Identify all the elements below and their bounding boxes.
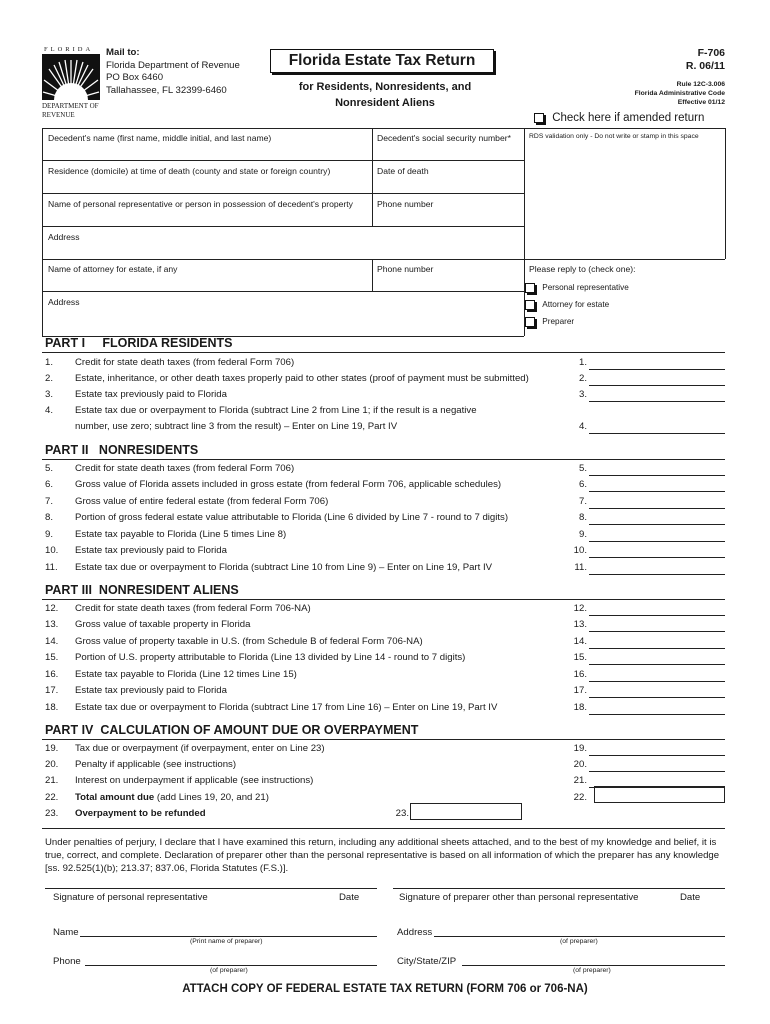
line-description: Portion of U.S. property attributable to Florida (Line 13 divided by Line 14 - round to 7 digits) [75,652,466,663]
line-number: 23. [45,808,59,819]
perjury-declaration: Under penalties of perjury, I declare that I have examined this return, including any additional sheets attached, and to the best of my knowledge and belief, it is true, correct, and complete. Declaration of preparer other than the personal representative is based on all information of which the preparer has any knowledge [ss. 92.525(1)(b); 213.37; 837.06, Florida Statutes (F.S.)]. [45,837,720,874]
line-20-row [45,757,725,773]
line-11-amount[interactable] [589,574,725,575]
line-description-bold: Total amount due [75,792,155,803]
line-number: 18. [45,702,59,713]
logo-text: FLORIDA [44,46,94,53]
line-description: Gross value of entire federal estate (from federal Form 706) [75,496,329,507]
line-ref: 9. [578,529,587,540]
line-description: Gross value of Florida assets included in gross estate (from federal Form 706, applicable schedules) [75,479,502,490]
line-description: Tax due or overpayment (if overpayment, enter on Line 23) [75,743,325,754]
decedent-name-field[interactable]: Decedent's name (first name, middle initial, and last name) [48,133,272,143]
form-number: F-706 [697,47,725,59]
line-8-amount[interactable] [589,524,725,525]
line-3-amount[interactable] [589,401,725,402]
attorney-phone-field[interactable]: Phone number [377,264,434,274]
rule-number: Rule 12C-3.006 [676,81,725,88]
line-12-amount[interactable] [589,615,725,616]
line-20-amount[interactable] [589,771,725,772]
line-description: Gross value of taxable property in Florida [75,619,251,630]
line-number: 22. [45,792,59,803]
line-description: Estate tax due or overpayment to Florida (subtract Line 10 from Line 9) – Enter on Line 19, Part IV [75,562,493,573]
line-13-amount[interactable] [589,631,725,632]
reply-option-label: Attorney for estate [542,300,610,310]
amended-label: Check here if amended return [552,112,705,124]
checkbox-icon[interactable] [525,300,535,310]
line-ref: 16. [573,669,587,680]
city-state-zip-label: City/State/ZIP [397,956,457,967]
sig-preparer-label: Signature of preparer other than personal representative [399,892,639,903]
line-number: 19. [45,743,59,754]
line-description: Credit for state death taxes (from federal Form 706-NA) [75,603,311,614]
line-number: 16. [45,669,59,680]
line-7-row [45,494,725,510]
personal-rep-field[interactable]: Name of personal representative or person in possession of decedent's property [48,199,353,209]
of-preparer-note: (of preparer) [210,967,248,974]
line-description: Gross value of property taxable in U.S. (from Schedule B of federal Form 706-NA) [75,636,423,647]
mail-to-line: Tallahassee, FL 32399-6460 [106,84,227,96]
mail-to-line: PO Box 6460 [106,72,164,83]
phone-label: Phone [53,956,81,967]
name-line[interactable] [80,936,377,937]
line-ref: 10. [573,545,587,556]
reply-to-label: Please reply to (check one): [529,264,636,274]
date-of-death-field[interactable]: Date of death [377,166,429,176]
line-18-amount[interactable] [589,714,725,715]
line-8-row [45,510,725,526]
phone-number-field[interactable]: Phone number [377,199,434,209]
line-10-amount[interactable] [589,557,725,558]
form-title [270,49,494,73]
line-18-row [45,700,725,716]
effective-date: Effective 01/12 [677,99,725,106]
attorney-address-field[interactable]: Address [48,297,80,307]
line-description: Credit for state death taxes (from federal Form 706) [75,463,295,474]
line-description [75,808,206,819]
mail-to-block [106,47,240,97]
line-19-amount[interactable] [589,755,725,756]
line-ref: 19. [573,743,587,754]
line-description: Interest on underpayment if applicable (see instructions) [75,775,314,786]
reply-option-preparer[interactable] [525,317,574,327]
part-i-title: PART I FLORIDA RESIDENTS [45,336,233,350]
attorney-field[interactable]: Name of attorney for estate, if any [48,264,178,274]
sig-rep-label: Signature of personal representative [53,892,208,903]
line-10-row [45,543,725,559]
line-4-row [45,403,725,435]
form-id-block [565,47,725,107]
line-number: 21. [45,775,59,786]
line-ref: 21. [573,775,587,786]
dor-logo [42,46,100,121]
reply-option-label: Personal representative [542,283,629,293]
line-ref: 18. [573,702,587,713]
line-ref: 11. [574,562,587,573]
decedent-ssn-field[interactable]: Decedent's social security number* [377,133,511,143]
line-13-row [45,617,725,633]
line-ref: 8. [578,512,587,523]
line-17-row [45,683,725,699]
part-ii-title: PART II NONRESIDENTS [45,443,199,457]
line-number: 9. [45,529,54,540]
address-label: Address [397,927,433,938]
of-preparer-note: (of preparer) [573,967,611,974]
line-description: Estate tax due or overpayment to Florida (subtract Line 2 from Line 1; if the result is a negative [75,405,477,416]
line-11-row [45,560,725,576]
mail-to-label: Mail to: [106,47,140,58]
admin-code: Florida Administrative Code [634,90,725,97]
line-12-row [45,601,725,617]
form-subtitle [270,79,500,111]
line-ref: 6. [578,479,587,490]
line-number: 11. [45,562,58,573]
city-state-zip-line[interactable] [462,965,725,966]
subtitle-line-2: Nonresident Aliens [335,97,435,109]
line-ref: 5. [578,463,587,474]
line-14-amount[interactable] [589,648,725,649]
address-field[interactable]: Address [48,232,80,242]
of-preparer-note: (of preparer) [560,938,598,945]
line-description: Estate tax previously paid to Florida [75,389,227,400]
line-15-row [45,650,725,666]
line-ref: 1. [578,357,587,368]
line-description: Estate tax previously paid to Florida [75,545,227,556]
line-description-rest: (add Lines 19, 20, and 21) [154,792,269,803]
line-description: Credit for state death taxes (from federal Form 706) [75,357,295,368]
line-1-row [45,355,725,371]
line-ref: 15. [573,652,587,663]
line-14-row [45,634,725,650]
reply-option-label: Preparer [542,317,575,327]
amended-return-checkbox[interactable] [534,112,704,124]
name-label: Name [53,927,79,938]
print-name-note: (Print name of preparer) [190,938,263,945]
line-5-row [45,461,725,477]
sunburst-icon [42,54,100,100]
line-number: 12. [45,603,59,614]
attach-copy-footer: ATTACH COPY OF FEDERAL ESTATE TAX RETURN (FORM 706 or 706-NA) [182,983,588,995]
line-17-amount[interactable] [589,697,725,698]
line-22-amount-box[interactable] [594,786,725,803]
reply-option-attorney[interactable] [525,300,609,310]
part-iv-title: PART IV CALCULATION OF AMOUNT DUE OR OVERPAYMENT [45,723,419,737]
line-7-amount[interactable] [589,508,725,509]
line-number: 7. [45,496,54,507]
line-number: 20. [45,759,59,770]
line-description-bold: Overpayment to be refunded [75,808,206,819]
form-revision: R. 06/11 [685,60,725,72]
line-number: 2. [45,373,54,384]
line-2-row [45,371,725,387]
line-number: 4. [45,405,54,416]
checkbox-icon[interactable] [525,283,535,293]
line-2-amount[interactable] [589,385,725,386]
line-ref: 7. [578,496,587,507]
line-23-row [45,806,725,822]
form-title-text: Florida Estate Tax Return [288,52,476,69]
line-number: 1. [45,357,54,368]
logo-subtitle: DEPARTMENT OF REVENUE [42,102,99,119]
line-description [75,792,269,803]
line-description: Estate, inheritance, or other death taxes properly paid to other states (proof of payment must be submitted) [75,373,529,384]
line-ref: 13. [573,619,587,630]
line-number: 17. [45,685,59,696]
subtitle-line-1: for Residents, Nonresidents, and [298,81,472,93]
line-ref: 22. [573,792,587,803]
address-line[interactable] [434,936,725,937]
line-16-row [45,667,725,683]
line-ref: 20. [573,759,587,770]
line-description: Portion of gross federal estate value attributable to Florida (Line 6 divided by Line 7 - round to 7 digits) [75,512,509,523]
line-3-row [45,387,725,403]
line-description: Estate tax payable to Florida (Line 5 times Line 8) [75,529,287,540]
phone-line[interactable] [85,965,377,966]
checkbox-icon[interactable] [534,113,544,123]
line-ref: 4. [578,421,587,432]
line-number: 5. [45,463,54,474]
line-15-amount[interactable] [589,664,725,665]
line-6-row [45,477,725,493]
line-1-amount[interactable] [589,369,725,370]
reply-option-personal-rep[interactable] [525,283,629,293]
line-ref: 17. [573,685,587,696]
line-23-amount-box[interactable] [410,803,522,820]
line-16-amount[interactable] [589,681,725,682]
line-description: Estate tax payable to Florida (Line 12 times Line 15) [75,669,297,680]
line-description: Estate tax previously paid to Florida [75,685,227,696]
line-9-amount[interactable] [589,541,725,542]
line-ref: 2. [578,373,587,384]
line-9-row [45,527,725,543]
line-description: Estate tax due or overpayment to Florida (subtract Line 17 from Line 16) – Enter on Line 19, Part IV [75,702,498,713]
line-number: 14. [45,636,59,647]
line-ref: 12. [573,603,587,614]
line-ref: 23. [395,808,409,819]
line-description: Penalty if applicable (see instructions) [75,759,237,770]
line-ref: 14. [573,636,587,647]
line-description-cont: number, use zero; subtract line 3 from the result) – Enter on Line 19, Part IV [75,421,398,432]
rds-validation-area: RDS validation only - Do not write or stamp in this space [529,133,699,140]
date-label: Date [680,892,701,903]
line-4-amount[interactable] [589,433,725,434]
sig-preparer-line[interactable] [393,888,725,889]
line-19-row [45,741,725,757]
line-number: 6. [45,479,54,490]
line-number: 10. [45,545,59,556]
line-number: 15. [45,652,59,663]
checkbox-icon[interactable] [525,317,535,327]
mail-to-line: Florida Department of Revenue [106,59,240,71]
line-number: 13. [45,619,59,630]
line-number: 8. [45,512,54,523]
part-iii-title: PART III NONRESIDENT ALIENS [45,583,239,597]
line-ref: 3. [578,389,587,400]
sig-rep-line[interactable] [45,888,377,889]
line-6-amount[interactable] [589,491,725,492]
date-label: Date [339,892,360,903]
line-number: 3. [45,389,54,400]
line-5-amount[interactable] [589,475,725,476]
residence-field[interactable]: Residence (domicile) at time of death (county and state or foreign country) [48,166,331,176]
